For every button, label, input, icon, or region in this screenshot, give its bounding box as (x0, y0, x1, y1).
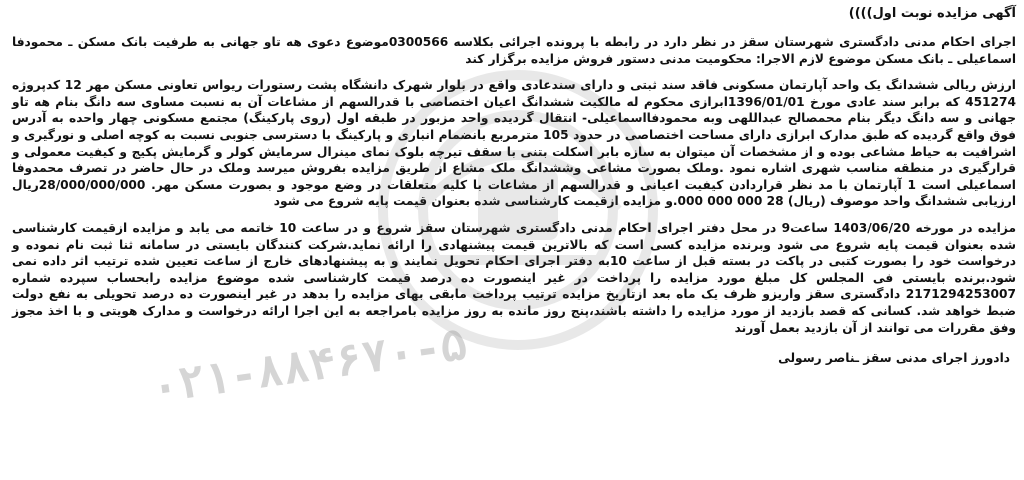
notice-title: آگهی مزایده نوبت اول)))) (848, 6, 1016, 21)
intro-paragraph: اجرای احکام مدنی دادگستری شهرستان سقز در نظر دارد در رابطه با پرونده اجرائی بکلاسه 0300566موضوع دعوی هه تاو جهانی به طرفیت بانک مسکن ـ محمودفا اسماعیلی ـ بانک مسکن موضوع لازم الاجرا: محکومیت مدنی دستور فروش مزایده برگزار کند (12, 35, 1016, 66)
watermark-phone: ۰۲۱-۸۸۴۶۷۰-۵ (148, 318, 471, 414)
property-description-paragraph: ارزش ریالی ششدانگ یک واحد آپارتمان مسکونی فاقد سند ثبتی و دارای سندعادی واقع در بلوار شهرک دانشگاه پشت رستورات ریواس تعاونی مسکن مهر 12 کدپروژه 451274 که برابر سند عادی مورخ 1396/01/01ابرازی محکوم له مالکیت ششدانگ اعیان اختصاصی با قدرالسهم از مشاعات آن به نسبت مساوی سه دانگ بنام هه تاو جهانی و سه دانگ دیگر بنام محمصالح عبداللهی وبه محمودفااسماعیلی- انتقال گردیده واحد مزبور در طبقه اول (روی پارکینگ) مجتمع مسکونی چهار واحده به آدرس فوق واقع گردیده که طبق مدارک ابرازی دارای مساحت اختصاصی در حدود 105 مترمربع بانضمام انباری و پارکینگ با دسترسی جنوبی نسبت به کوچه اصلی و نورگیری و اشرافیت به حیاط مشاعی بوده و از مشخصات آن میتوان به سازه بابر اسکلت بتنی با سقف تیرچه بلوک نمای مینرال سرمایش کولر و گرمایش پکیج و کیفیت معمولی و قرارگیری در منطقه مناسب شهری اشاره نمود .وملک بصورت مشاعی وششدانگ ملک مشاع از طریق مزایده بفروش میرسد وملک در حال حاضر در تصرف محمدوفا اسماعیلی است 1 آپارتمان با مد نظر قراردادن کیفیت اعیانی و قدرالسهم از مشاعات با کلیه متعلقات در وضع موجود و بصورت مسکن مهر. 28/000/000/000ریال ارزیابی ششدانگ واحد موصوف (ریال) 28 000 000 000.و مزایده ازقیمت کارشناسی شده بعنوان قیمت پایه شروع می شود (12, 78, 1016, 209)
auction-terms-paragraph: مزایده در مورخه 1403/06/20 ساعت9 در محل دفتر اجرای احکام مدنی دادگستری شهرستان سقز شروع و در ساعت 10 خاتمه می یابد و مزایده ازقیمت کارشناسی شده بعنوان قیمت پایه شروع می شود وبرنده مزایده کسی است که بالاترین قیمت پیشنهادی را ارائه نماید.شرکت کنندگان بایستی در سامانه ثنا ثبت نام نموده و درخواست خود را بصورت کتبی در پاکت در بسته قبل از ساعت 10به دفتر اجرای احکام تحویل نمایند و به پیشنهادهای خارج از ساعت تعیین شده ترتیب اثر داده نمی شود.برنده بایستی فی المجلس کل مبلغ مورد مزایده را پرداخت در غیر اینصورت ده درصد قیمت کارشناسی شده موضوع مزایده رابحساب سپرده شماره 2171294253007 دادگستری سقز واریزو ظرف یک ماه بعد ازتاریخ مزایده ترتیب پرداخت مابقی بهای مزایده را بدهد در غیر اینصورت ده درصد تحویلی به نفع دولت ضبط خواهد شد. کسانی که قصد بازدید از مورد مزایده را داشته باشند،پنج روز مانده به روز مزایده بامراجعه به این اجرا ارائه درخواست و مدارک هویتی و با اخذ مجوز وفق مقررات می توانند از آن بازدید بعمل آورند (12, 220, 1017, 335)
signature-line: دادورز اجرای مدنی سقز ـناصر رسولی (778, 351, 1010, 366)
